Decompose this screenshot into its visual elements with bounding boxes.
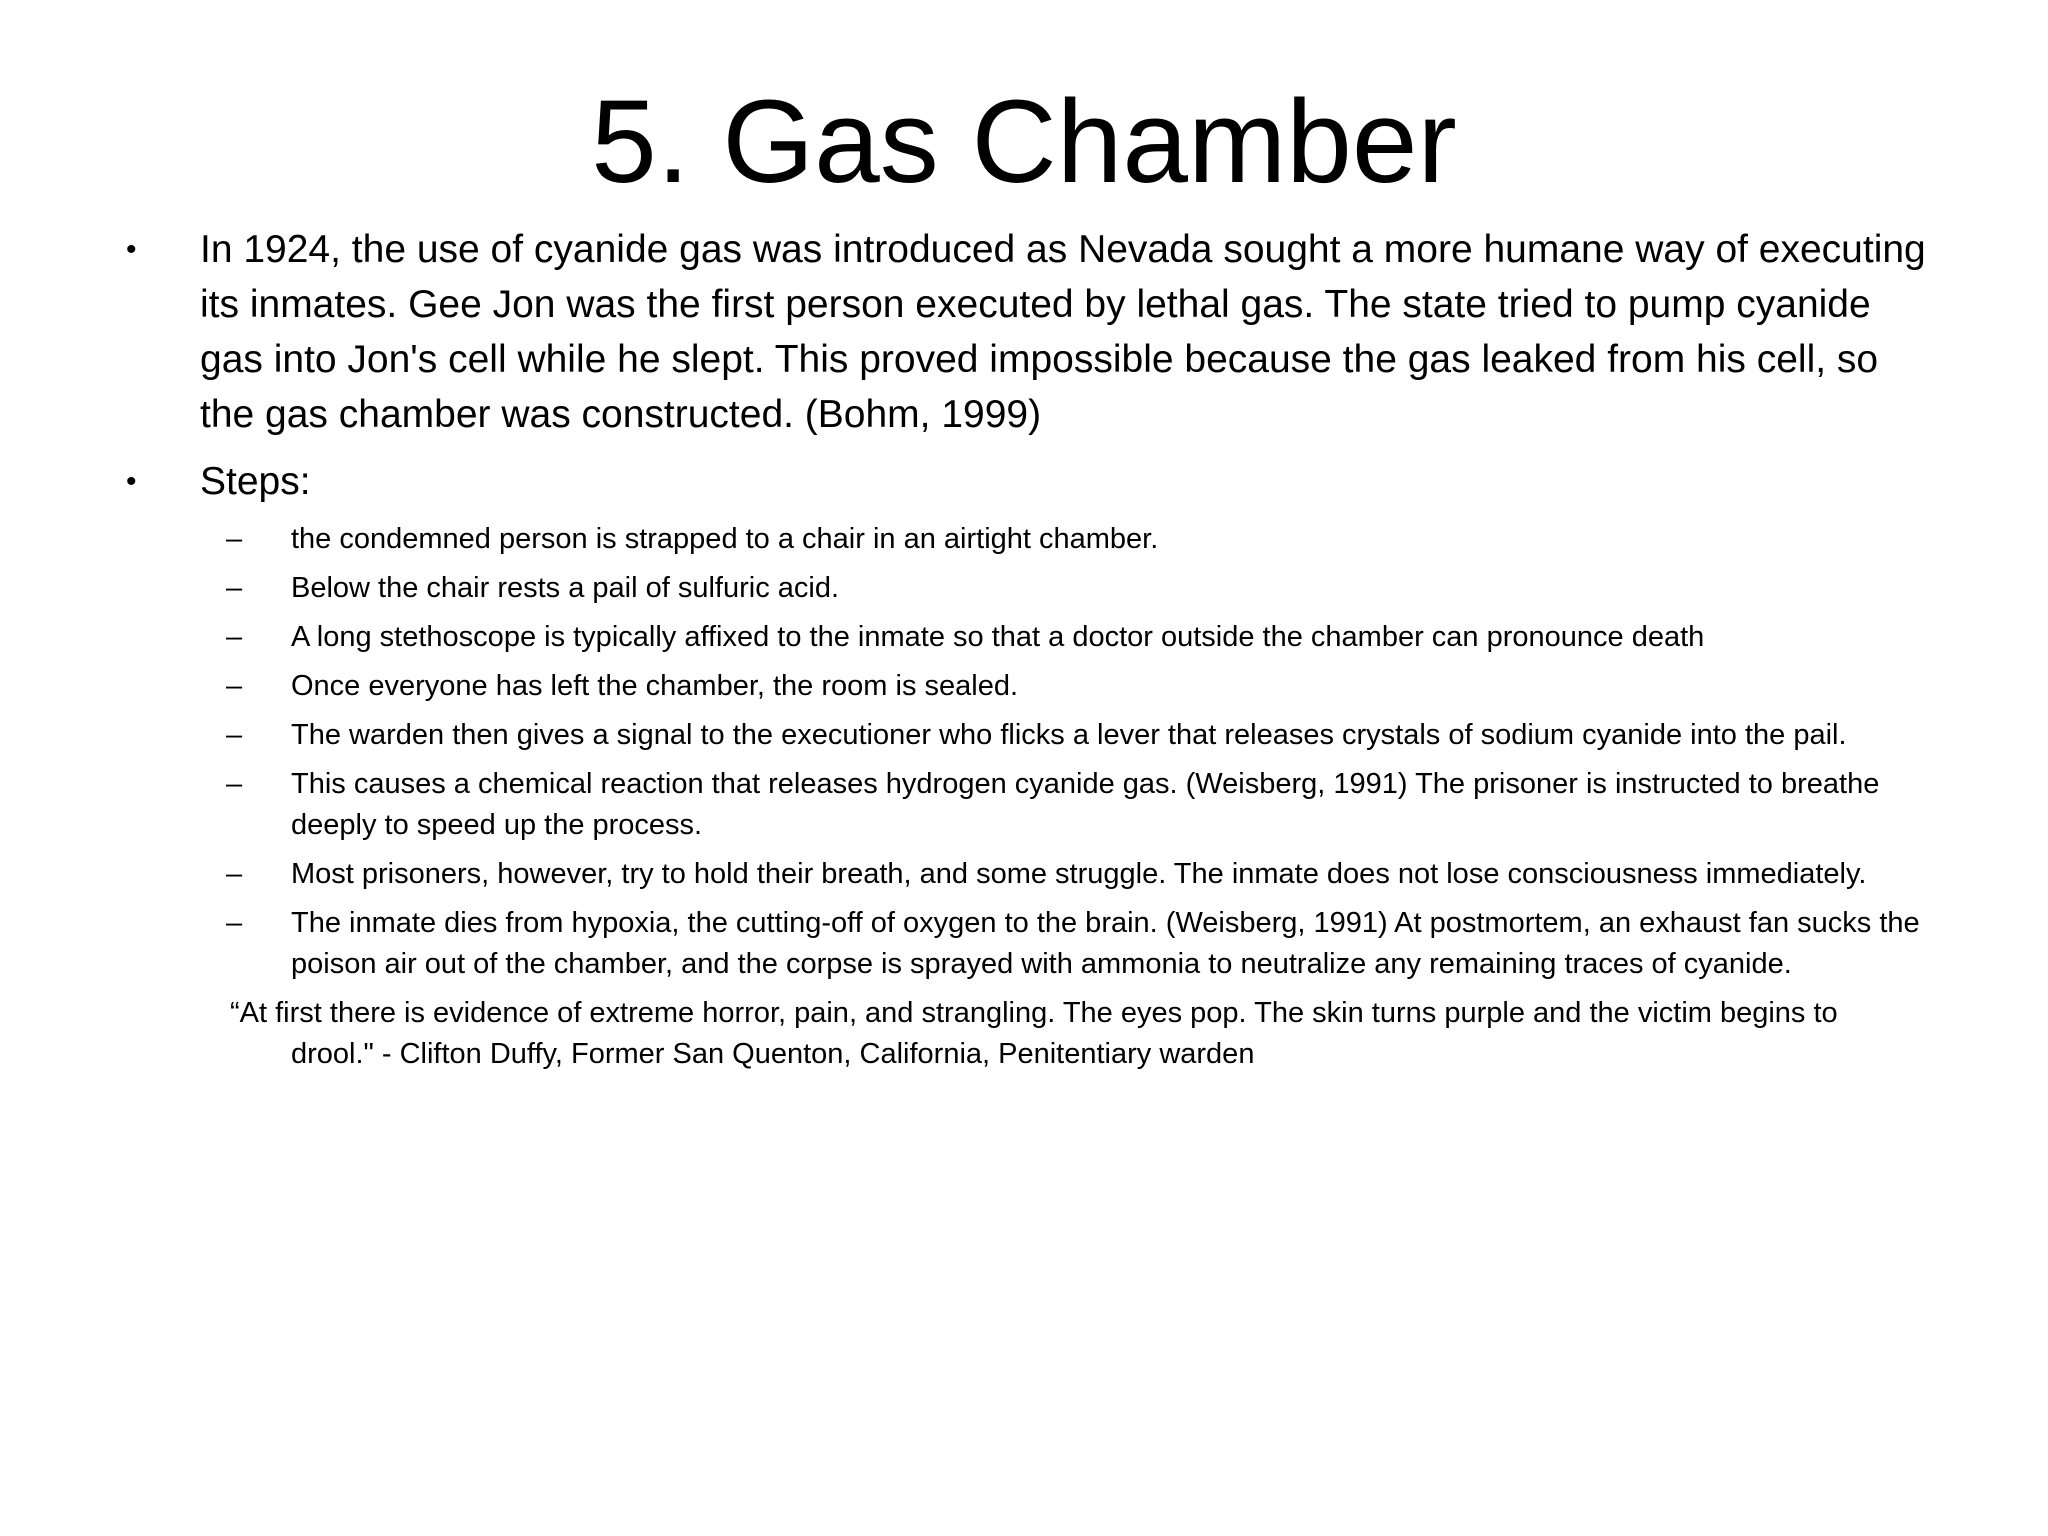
step-item: [0, 764, 2048, 846]
step-text: The inmate dies from hypoxia, the cutting-off of oxygen to the brain. (Weisberg, 1991) At postmortem, an exhaust fan sucks the poison air out of the chamber, and the corpse is sprayed with ammonia to neutralize any remaining traces of cyanide.: [291, 907, 1920, 980]
slide-content: [0, 222, 2048, 1075]
slide-title: 5. Gas Chamber: [591, 76, 1457, 208]
step-marker: –: [226, 719, 243, 751]
step-marker: –: [226, 670, 243, 702]
step-marker: –: [226, 621, 243, 653]
quote-text: “At first there is evidence of extreme horror, pain, and strangling. The eyes pop. The skin turns purple and the victim begins to drool." - Clifton Duffy, Former San Quenton, California, Penitentiary warden: [230, 997, 1838, 1070]
step-text: the condemned person is strapped to a chair in an airtight chamber.: [291, 523, 1159, 555]
step-item: [0, 666, 2048, 707]
step-text: The warden then gives a signal to the executioner who flicks a lever that releases crystals of sodium cyanide into the pail.: [291, 719, 1847, 751]
bullet-text: In 1924, the use of cyanide gas was introduced as Nevada sought a more humane way of executing its inmates. Gee Jon was the first person executed by lethal gas. The state tried to pump cyanide gas into Jon's cell while he slept. This proved impossible because the gas leaked from his cell, so the gas chamber was constructed. (Bohm, 1999): [200, 228, 1926, 436]
bullet-text: Steps:: [200, 460, 311, 503]
step-marker: –: [226, 572, 243, 604]
step-text: This causes a chemical reaction that releases hydrogen cyanide gas. (Weisberg, 1991) The prisoner is instructed to breathe deeply to speed up the process.: [291, 768, 1880, 841]
step-text: Below the chair rests a pail of sulfuric acid.: [291, 572, 840, 604]
step-marker: –: [226, 523, 243, 555]
bullet-marker: •: [126, 465, 137, 498]
bullet-intro: [0, 222, 2048, 442]
step-text: Once everyone has left the chamber, the room is sealed.: [291, 670, 1019, 702]
step-item: [0, 568, 2048, 609]
steps-list: [0, 519, 2048, 985]
bullet-steps-heading: [0, 454, 2048, 509]
step-item: [0, 854, 2048, 895]
step-marker: –: [226, 907, 243, 939]
step-item: [0, 617, 2048, 658]
step-marker: –: [226, 858, 243, 890]
bullet-marker: •: [126, 233, 137, 266]
step-item: [0, 715, 2048, 756]
step-text: Most prisoners, however, try to hold their breath, and some struggle. The inmate does not lose consciousness immediately.: [291, 858, 1867, 890]
step-item: [0, 903, 2048, 985]
step-item: [0, 519, 2048, 560]
step-marker: –: [226, 768, 243, 800]
step-text: A long stethoscope is typically affixed to the inmate so that a doctor outside the chamber can pronounce death: [291, 621, 1705, 653]
